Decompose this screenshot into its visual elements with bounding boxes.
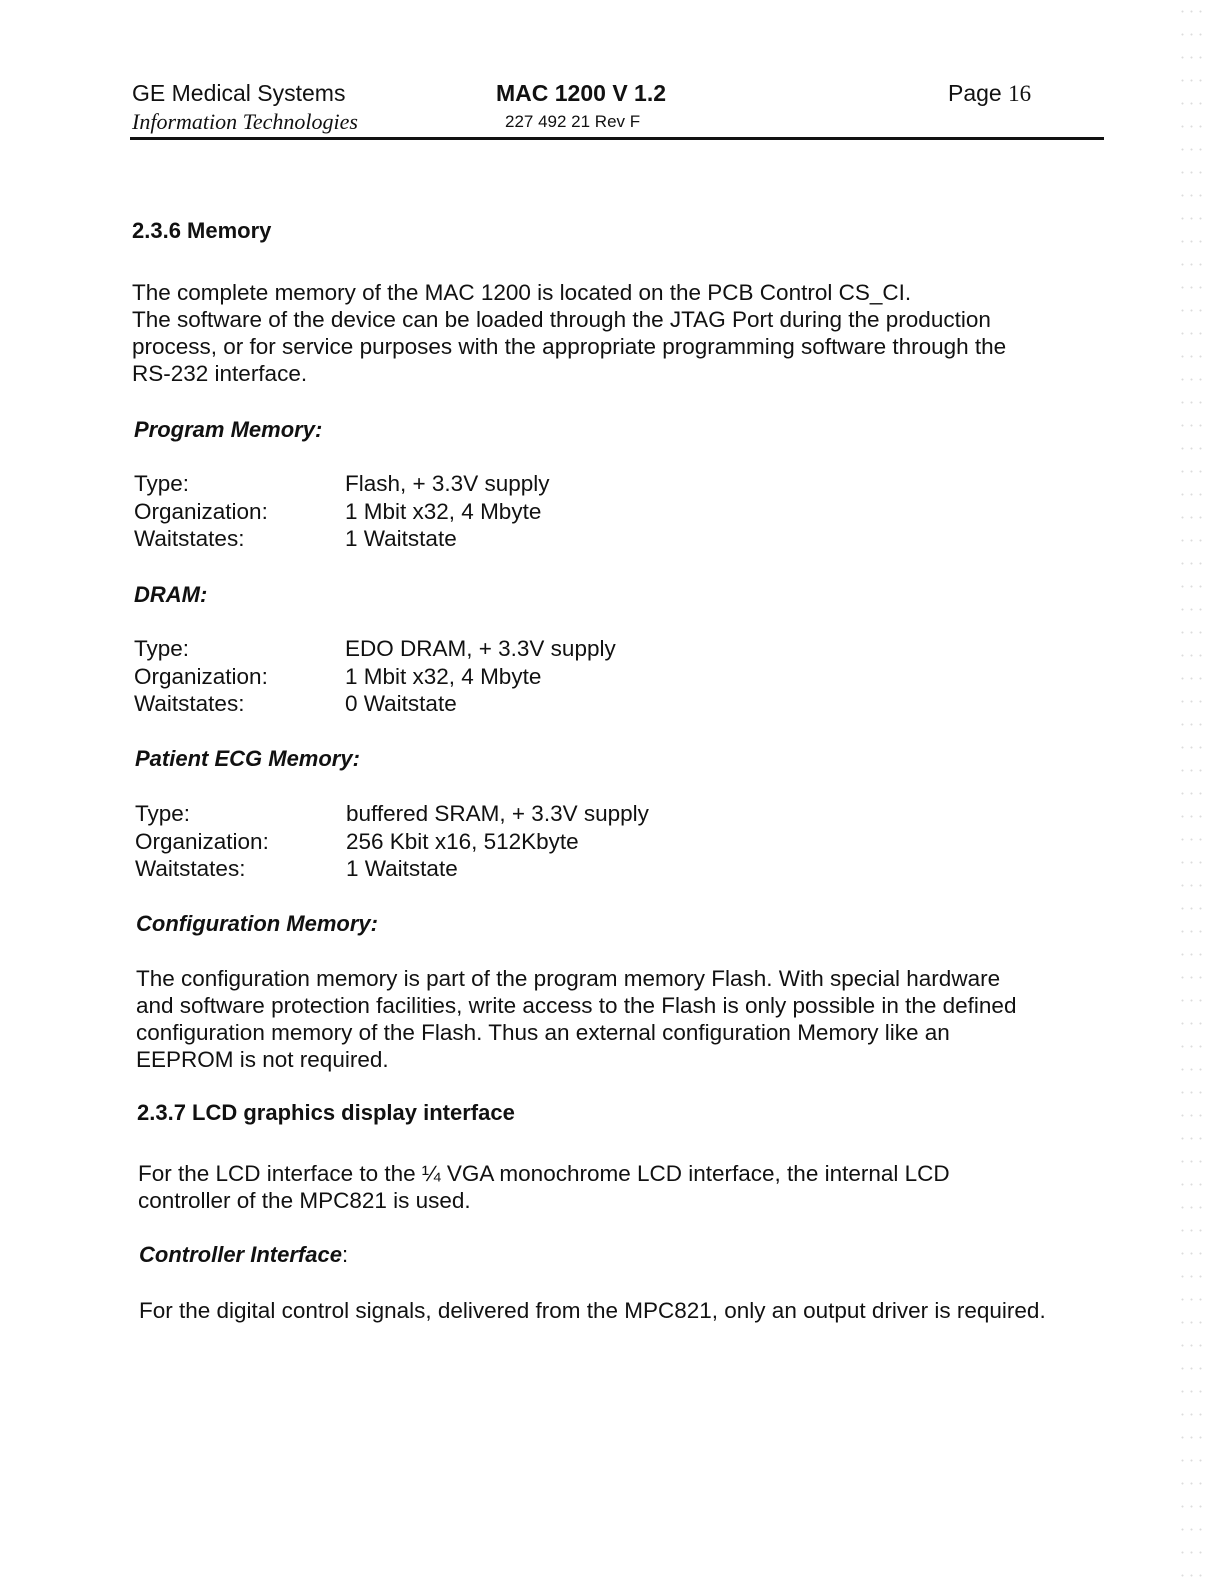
header-company: GE Medical Systems [132, 80, 346, 106]
spec-value: 256 Kbit x16, 512Kbyte [346, 828, 579, 854]
configuration-memory-paragraph [136, 965, 1016, 1073]
patient-ecg-memory-specs [135, 800, 649, 883]
text-line: and software protection facilities, write access to the Flash is only possible in the defined [136, 993, 1017, 1018]
section-heading-memory: 2.3.6 Memory [132, 218, 272, 243]
spec-key: Organization: [134, 663, 268, 689]
dram-specs [134, 635, 616, 718]
text-line: For the LCD interface to the ¼ VGA monochrome LCD interface, the internal LCD [138, 1161, 950, 1186]
text-line: controller of the MPC821 is used. [138, 1188, 471, 1213]
header-page [948, 80, 1031, 107]
text-line: For the digital control signals, delivered from the MPC821, only an output driver is required. [139, 1298, 1046, 1323]
subheading-controller-interface [139, 1242, 348, 1268]
subheading-patient-ecg-memory: Patient ECG Memory: [135, 746, 360, 771]
spec-key: Organization: [135, 828, 269, 854]
spec-key: Waitstates: [134, 691, 245, 716]
spec-row [135, 800, 649, 828]
controller-interface-colon: : [341, 1242, 349, 1267]
controller-interface-paragraph [139, 1297, 1046, 1324]
spec-value: 0 Waitstate [345, 691, 457, 716]
subheading-program-memory: Program Memory: [134, 417, 323, 442]
spec-key: Waitstates: [134, 526, 245, 551]
spec-key: Type: [134, 471, 190, 496]
section-heading-lcd: 2.3.7 LCD graphics display interface [137, 1100, 515, 1125]
subheading-configuration-memory: Configuration Memory: [136, 911, 378, 936]
spec-value: Flash, + 3.3V supply [345, 471, 550, 496]
spec-row [135, 855, 649, 883]
header-doc-number: 227 492 21 Rev F [505, 112, 641, 131]
lcd-paragraph [138, 1160, 950, 1214]
text-line: RS-232 interface. [132, 361, 308, 386]
spec-row [134, 498, 550, 526]
scan-edge-noise [1178, 0, 1208, 1580]
text-line: configuration memory of the Flash. Thus an external configuration Memory like an [136, 1020, 950, 1045]
spec-row [134, 470, 550, 498]
header-page-number: 16 [1008, 81, 1032, 106]
header-title: MAC 1200 V 1.2 [496, 80, 667, 106]
spec-row [134, 663, 616, 691]
text-line: EEPROM is not required. [136, 1047, 389, 1072]
spec-value: 1 Mbit x32, 4 Mbyte [345, 663, 542, 689]
spec-value: 1 Mbit x32, 4 Mbyte [345, 498, 542, 524]
spec-value: buffered SRAM, + 3.3V supply [346, 801, 649, 826]
text-line: The configuration memory is part of the program memory Flash. With special hardware [136, 966, 1001, 991]
spec-row [135, 828, 649, 856]
text-line: The software of the device can be loaded through the JTAG Port during the production [132, 307, 991, 332]
subheading-dram: DRAM: [134, 582, 208, 607]
header-department: Information Technologies [132, 109, 358, 134]
controller-interface-heading: Controller Interface [139, 1242, 342, 1267]
spec-key: Type: [135, 801, 191, 826]
header-divider [130, 137, 1104, 140]
spec-value: 1 Waitstate [346, 856, 458, 881]
spec-value: 1 Waitstate [345, 526, 457, 551]
spec-row [134, 635, 616, 663]
header-page-label: Page [948, 80, 1002, 106]
text-line: The complete memory of the MAC 1200 is located on the PCB Control CS_CI. [132, 280, 912, 305]
spec-value: EDO DRAM, + 3.3V supply [345, 636, 616, 661]
spec-row [134, 690, 616, 718]
text-line: process, or for service purposes with the appropriate programming software through the [132, 334, 1007, 359]
spec-key: Waitstates: [135, 856, 246, 881]
spec-row [134, 525, 550, 553]
memory-intro-paragraph [132, 279, 1006, 387]
spec-key: Type: [134, 636, 190, 661]
spec-key: Organization: [134, 498, 268, 524]
program-memory-specs [134, 470, 550, 553]
